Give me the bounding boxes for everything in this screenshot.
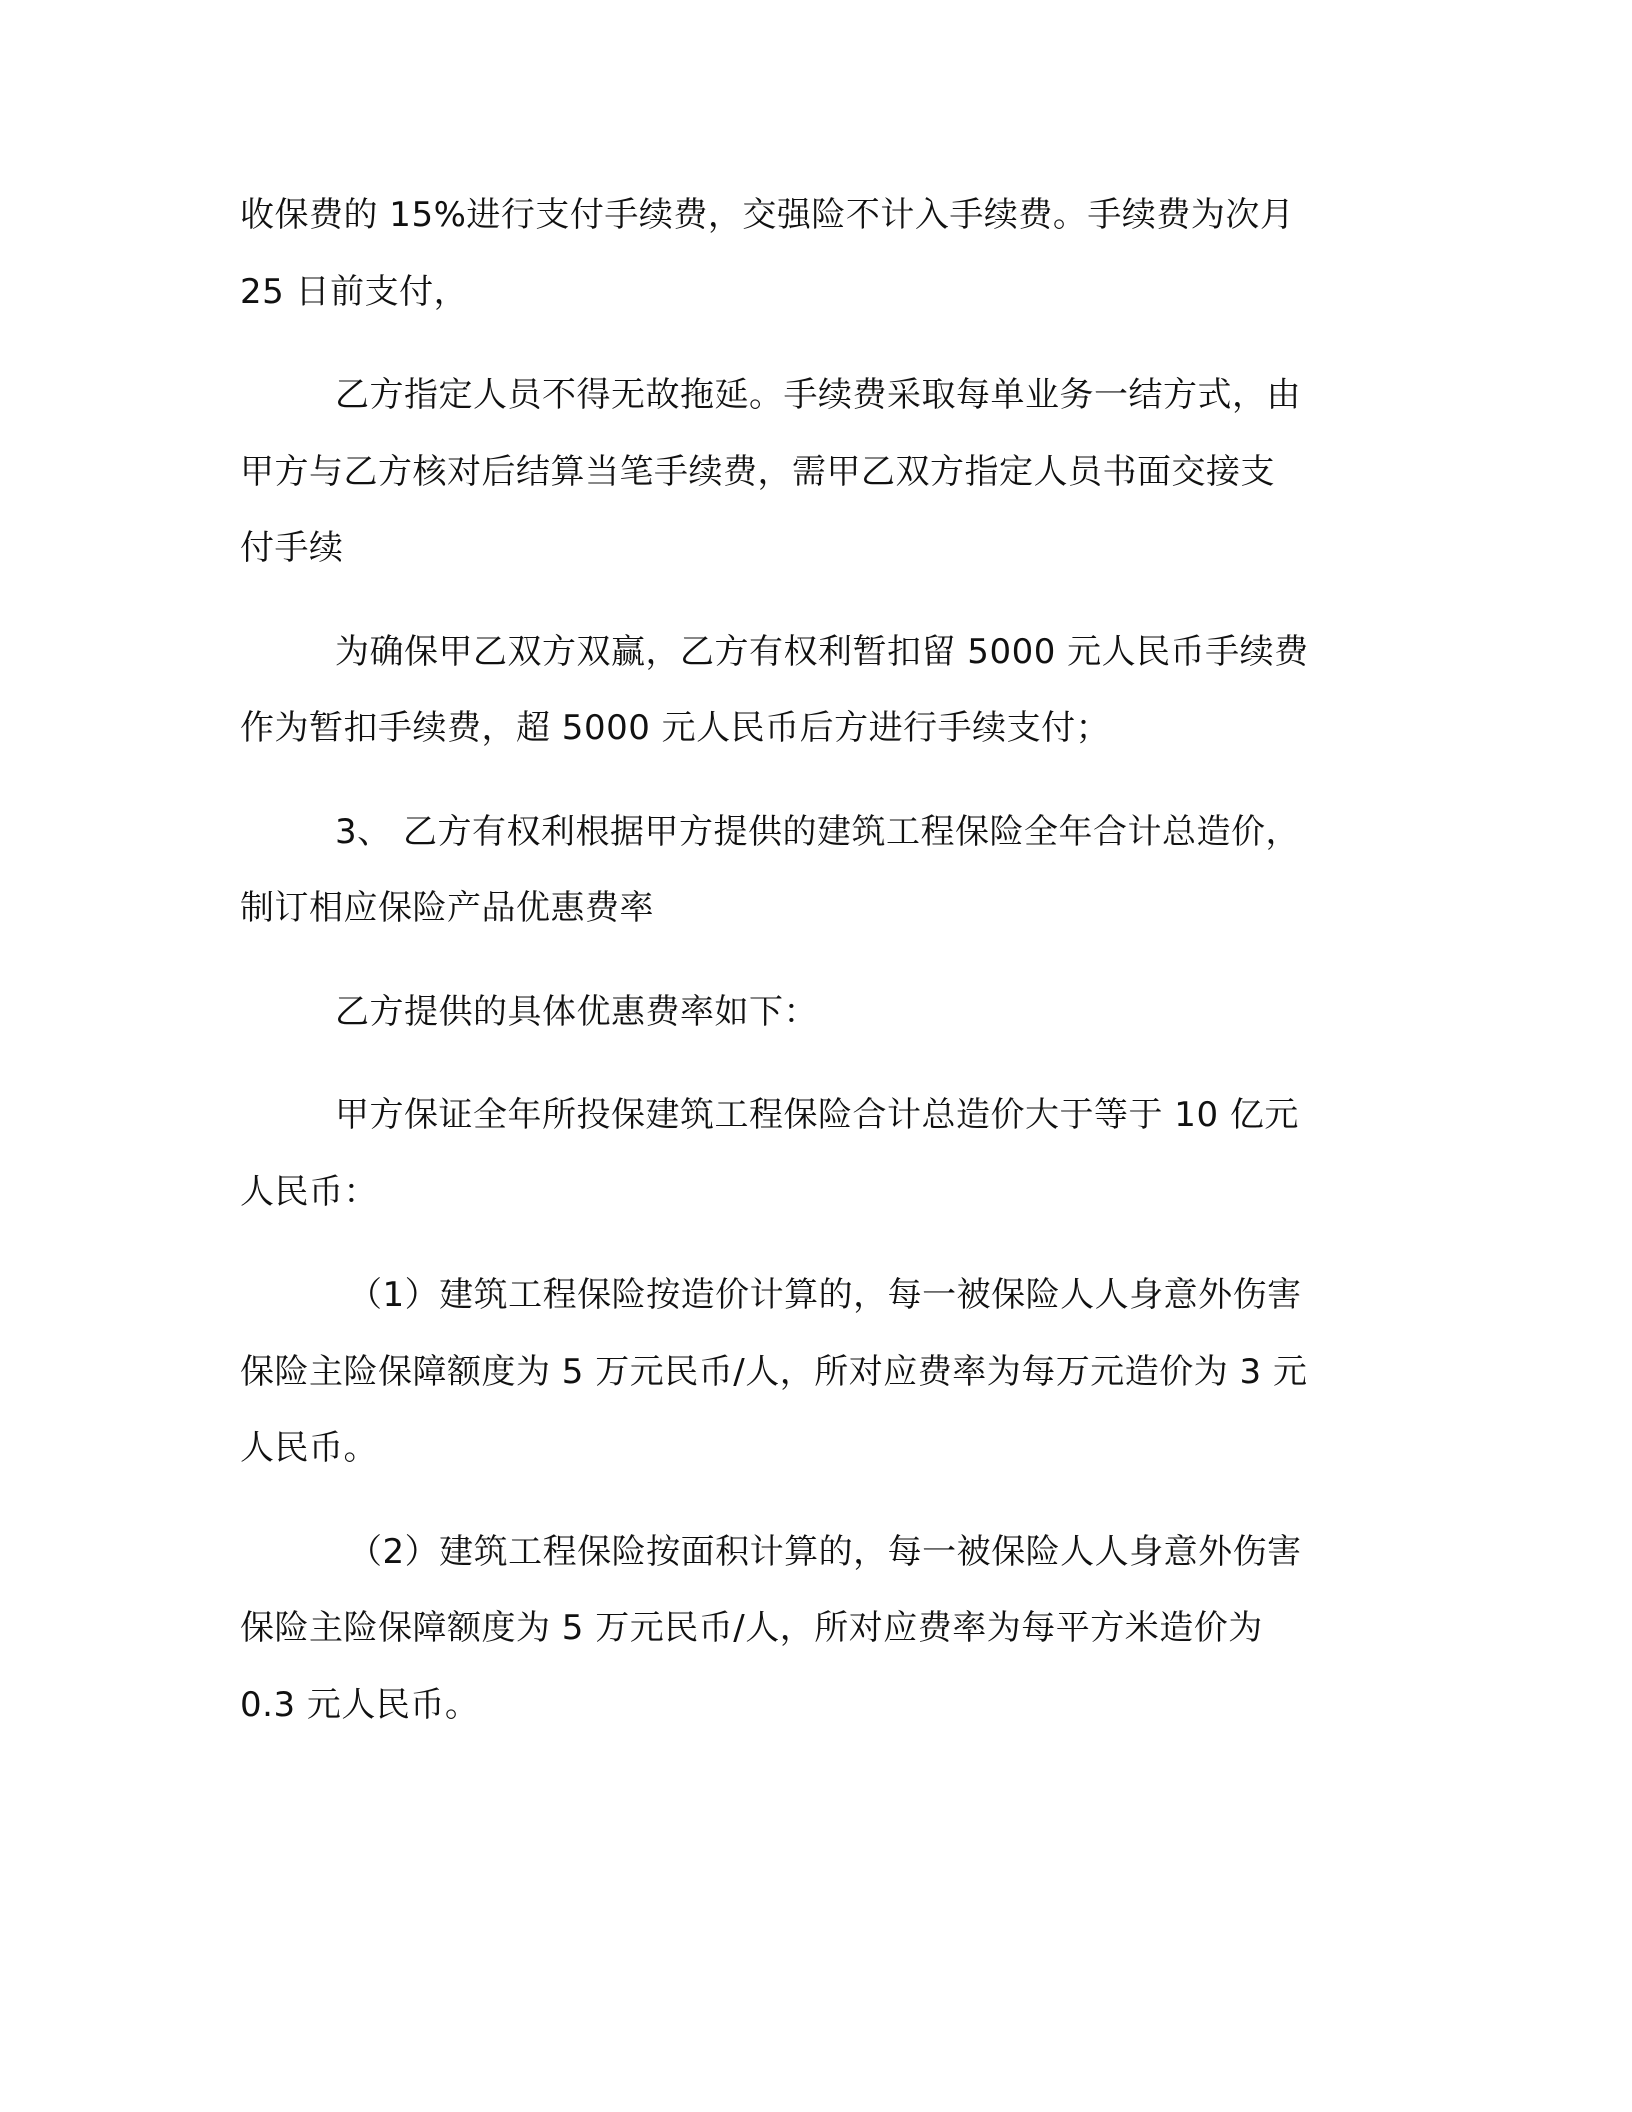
text-line: （2）建筑工程保险按面积计算的，每一被保险人人身意外伤害 — [348, 1532, 1302, 1572]
text-line: 乙方指定人员不得无故拖延。手续费采取每单业务一结方式，由 — [335, 375, 1301, 415]
text-line: 甲方与乙方核对后结算当笔手续费，需甲乙双方指定人员书面交接支 — [240, 452, 1275, 492]
text-line: 3、 乙方有权利根据甲方提供的建筑工程保险全年合计总造价， — [335, 812, 1300, 852]
text-line: 人民币。 — [240, 1428, 378, 1468]
text-line: 收保费的 15%进行支付手续费，交强险不计入手续费。手续费为次月 — [240, 195, 1295, 235]
text-line: （1）建筑工程保险按造价计算的，每一被保险人人身意外伤害 — [348, 1275, 1302, 1315]
text-line: 0.3 元人民币。 — [240, 1685, 480, 1725]
text-line: 制订相应保险产品优惠费率 — [240, 888, 654, 928]
text-line: 保险主险保障额度为 5 万元民币/人，所对应费率为每平方米造价为 — [240, 1608, 1263, 1648]
text-line: 作为暂扣手续费，超 5000 元人民币后方进行手续支付； — [240, 708, 1111, 748]
text-line: 为确保甲乙双方双赢，乙方有权利暂扣留 5000 元人民币手续费 — [335, 632, 1309, 672]
text-line: 甲方保证全年所投保建筑工程保险合计总造价大于等于 10 亿元 — [335, 1095, 1299, 1135]
text-line: 人民币： — [240, 1172, 378, 1212]
text-line: 25 日前支付， — [240, 272, 469, 312]
text-line: 保险主险保障额度为 5 万元民币/人，所对应费率为每万元造价为 3 元 — [240, 1352, 1308, 1392]
text-line: 乙方提供的具体优惠费率如下： — [335, 992, 818, 1032]
text-line: 付手续 — [240, 528, 344, 568]
